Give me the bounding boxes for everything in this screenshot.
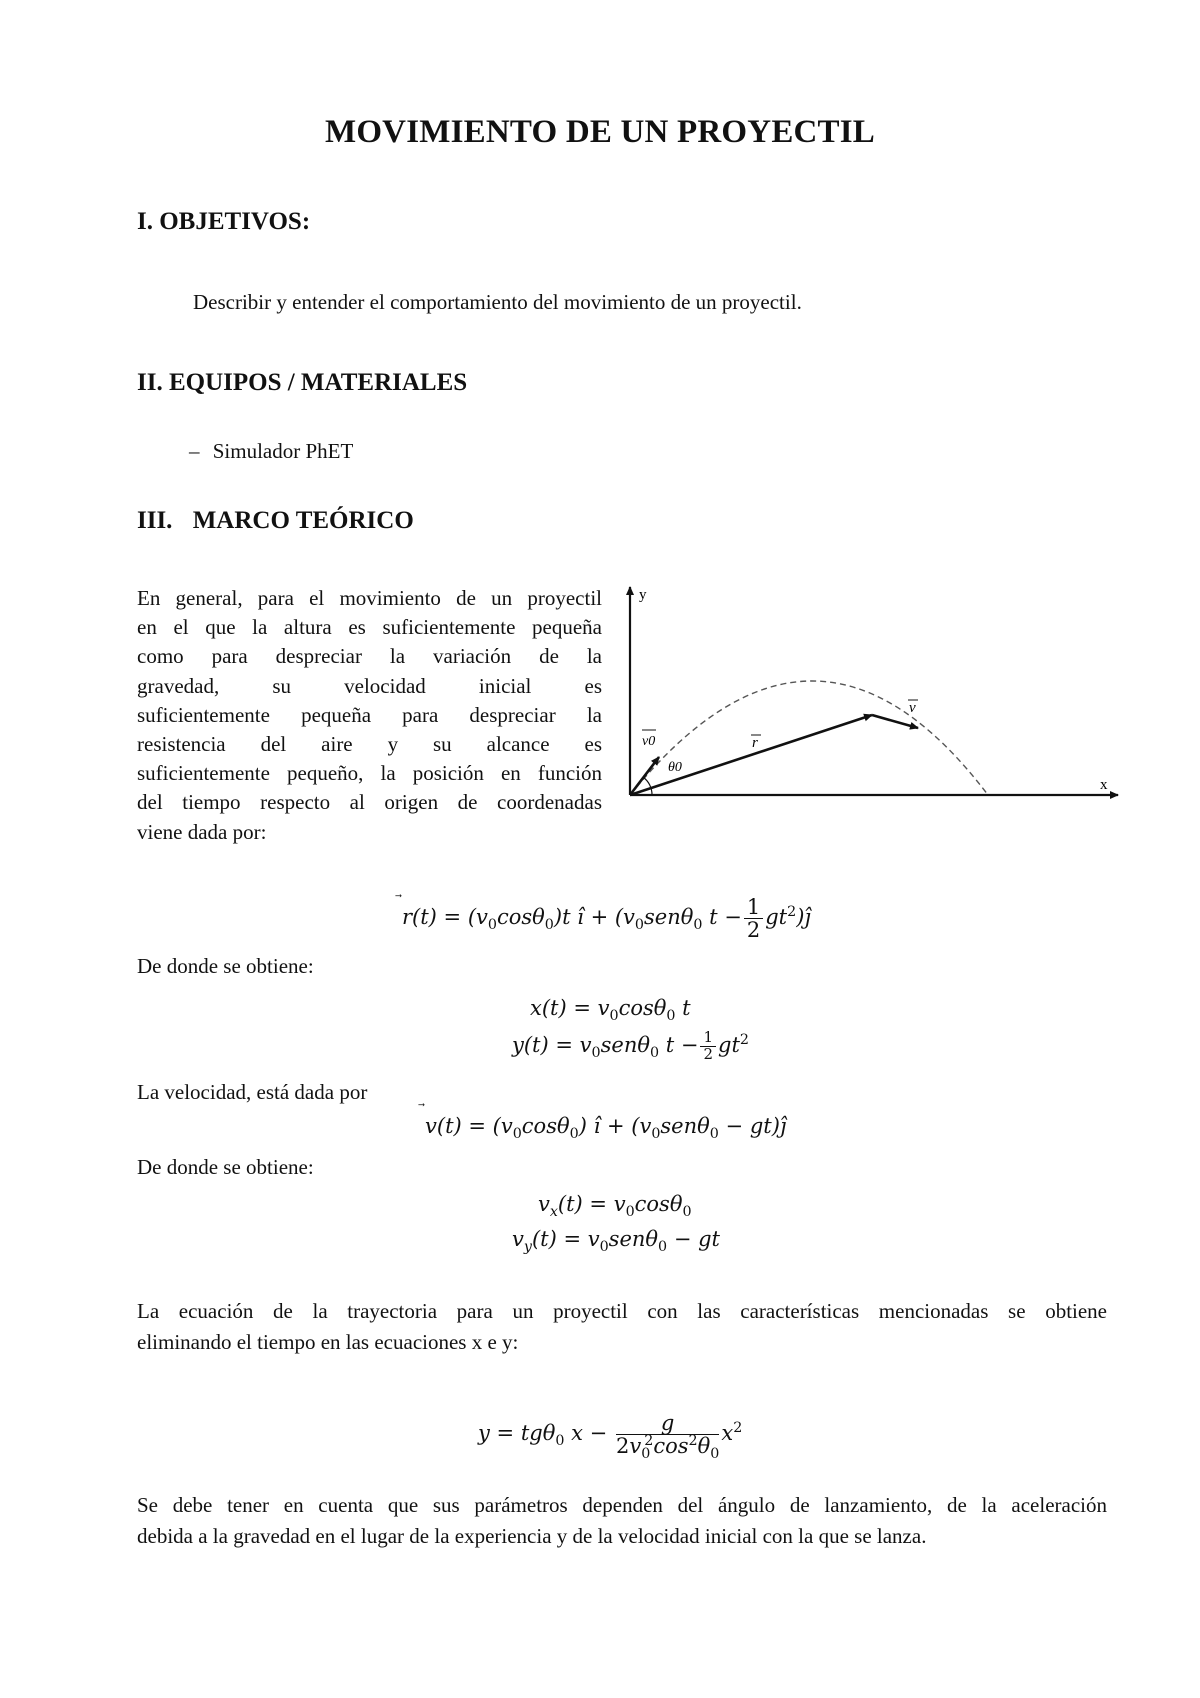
intro-line: suficientemente pequeño, la posición en función bbox=[137, 761, 602, 786]
final-paragraph bbox=[137, 1490, 1107, 1552]
equation-y-t: $y(t) = v_0sen\theta_0$ t − $\frac{1}{2}$ $gt^2$ bbox=[512, 1028, 749, 1063]
section-heading-number: III. bbox=[137, 507, 173, 534]
paragraph-line: Se debe tener en cuenta que sus parámetros dependen del ángulo de lanzamiento, de la aceleración bbox=[137, 1493, 1107, 1517]
section-heading-equipos: II. EQUIPOS / MATERIALES bbox=[137, 369, 468, 396]
paragraph-line: La ecuación de la trayectoria para un proyectil con las características mencionadas se obtiene bbox=[137, 1299, 1107, 1323]
intro-line: suficientemente pequeña para despreciar la bbox=[137, 702, 602, 727]
paragraph-line: debida a la gravedad en el lugar de la experiencia y de la velocidad inicial con la que se lanza. bbox=[137, 1524, 927, 1548]
svg-text:v0: v0 bbox=[642, 734, 656, 749]
equation-velocity: v $(t) = (v_0\cos\theta_0)$ î + ($v_0sen\theta_0$ − gt)ĵ bbox=[425, 1114, 787, 1143]
intro-line: gravedad, su velocidad inicial es bbox=[137, 673, 602, 698]
r-vector-label bbox=[751, 735, 761, 751]
theta0-label: θ0 bbox=[668, 760, 682, 775]
section-heading-marco bbox=[137, 507, 414, 535]
intro-line: viene dada por: bbox=[137, 819, 267, 844]
x-axis-label: x bbox=[1100, 777, 1108, 793]
svg-text:r: r bbox=[752, 735, 758, 751]
paragraph-line: eliminando el tiempo en las ecuaciones x e y: bbox=[137, 1330, 519, 1354]
y-axis-label: y bbox=[639, 587, 647, 603]
equation-position: r $(t) = (v_0\cos\theta_0)t$ î + ($v_0sen\theta_0$ t − $\frac{1}{2}$ $gt^2)ĵ$ bbox=[402, 895, 811, 943]
intro-line: En general, para el movimiento de un proyectil bbox=[137, 586, 602, 610]
equation-vx-t: $v_x(t) = v_0\cos\theta_0$ bbox=[538, 1192, 692, 1221]
list-bullet: – bbox=[189, 439, 200, 463]
objetivos-text: Describir y entender el comportamiento del movimiento de un proyectil. bbox=[193, 290, 802, 314]
intro-paragraph bbox=[137, 584, 602, 847]
section-heading-objetivos: I. OBJETIVOS: bbox=[137, 208, 311, 235]
intro-line: en el que la altura es suficientemente pequeña bbox=[137, 615, 602, 640]
svg-text:v: v bbox=[909, 700, 916, 716]
equipos-item-text: Simulador PhET bbox=[212, 439, 354, 463]
velocidad-text: La velocidad, está dada por bbox=[137, 1080, 368, 1104]
v-vector-label bbox=[908, 700, 918, 716]
v0-vector-label bbox=[642, 730, 656, 749]
de-donde-text-1: De donde se obtiene: bbox=[137, 954, 314, 978]
intro-line: resistencia del aire y su alcance es bbox=[137, 731, 602, 756]
projectile-diagram bbox=[610, 575, 1130, 815]
section-heading-text: MARCO TEÓRICO bbox=[192, 507, 414, 534]
velocity-vector bbox=[872, 715, 918, 728]
page-title: MOVIMIENTO DE UN PROYECTIL bbox=[324, 114, 876, 150]
angle-arc bbox=[643, 777, 652, 795]
de-donde-text-2: De donde se obtiene: bbox=[137, 1155, 314, 1179]
equipos-list-item bbox=[189, 437, 353, 466]
equation-x-t: $x(t) = v_0\cos\theta_0$ t bbox=[530, 996, 691, 1025]
trayectoria-paragraph bbox=[137, 1296, 1107, 1358]
intro-line: como para despreciar la variación de la bbox=[137, 644, 602, 669]
equation-trajectory: y = tgθ$_0$ x − $\frac{g}{2v_0^2\cos^2\theta_0}$ $x^2$ bbox=[478, 1411, 743, 1463]
equation-vy-t: $v_y(t) = v_0sen\theta_0$ − gt bbox=[512, 1227, 720, 1256]
intro-line: del tiempo respecto al origen de coordenadas bbox=[137, 790, 602, 815]
